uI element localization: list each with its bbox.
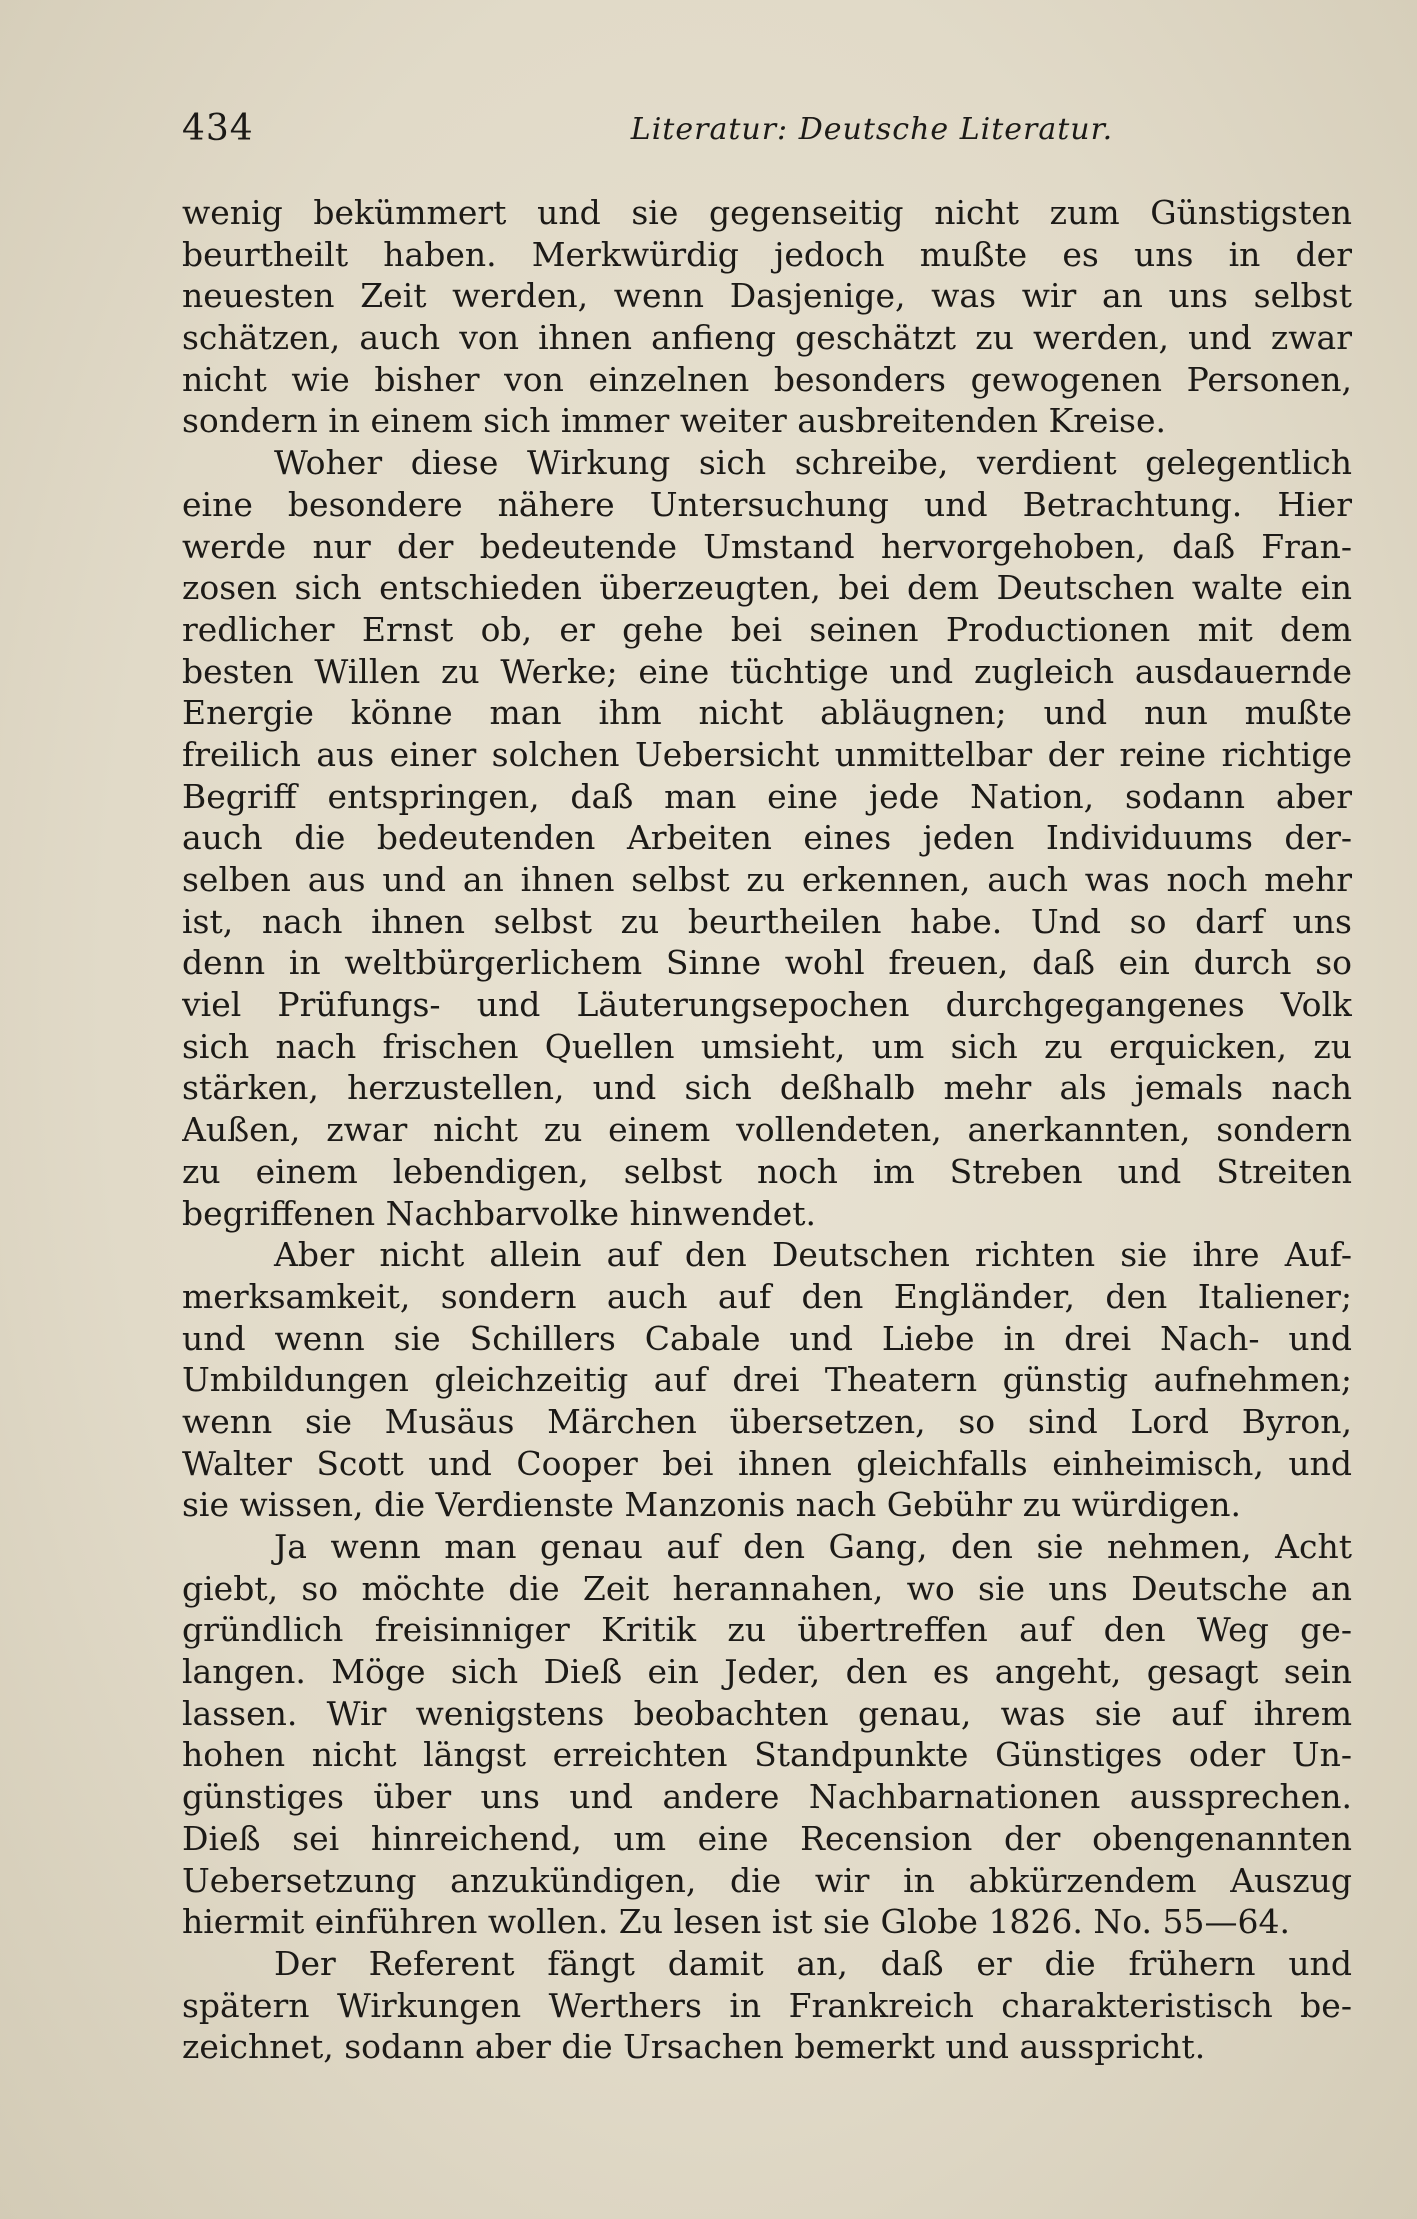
text-line: beurtheilt haben. Merkwürdig jedoch mußte es uns in der [182,234,1352,274]
text-line: Dieß sei hinreichend, um eine Recension der obengenannten [182,1818,1352,1858]
text-line: Energie könne man ihm nicht abläugnen; und nun mußte [182,693,1352,733]
text-line: Uebersetzung anzukündigen, die wir in abkürzendem Auszug [182,1860,1352,1900]
text-line: werde nur der bedeutende Umstand hervorgehoben, daß Fran- [182,526,1352,566]
text-line: zu einem lebendigen, selbst noch im Streben und Streiten [182,1151,1352,1191]
text-line: freilich aus einer solchen Uebersicht unmittelbar der reine richtige [182,734,1352,774]
text-line: Walter Scott und Cooper bei ihnen gleichfalls einheimisch, und [182,1443,1352,1483]
text-line: sich nach frischen Quellen umsieht, um sich zu erquicken, zu [182,1026,1352,1066]
text-line: selben aus und an ihnen selbst zu erkennen, auch was noch mehr [182,860,1352,899]
text-line: gründlich freisinniger Kritik zu übertreffen auf den Weg ge- [182,1610,1352,1650]
page-header [182,108,1352,158]
text-line: und wenn sie Schillers Cabale und Liebe in drei Nach- und [182,1318,1352,1358]
text-line: sie wissen, die Verdienste Manzonis nach Gebühr zu würdigen. [182,1485,1242,1525]
text-line: Begriff entspringen, daß man eine jede Nation, sodann aber [182,776,1352,816]
text-line: neuesten Zeit werden, wenn Dasjenige, was wir an uns selbst [182,276,1352,316]
text-line: zosen sich entschieden überzeugten, bei dem Deutschen walte ein [182,568,1352,608]
text-line: begriffenen Nachbarvolke hinwendet. [182,1193,817,1233]
text-line: stärken, herzustellen, und sich deßhalb mehr als jemals nach [182,1068,1352,1108]
text-line: giebt, so möchte die Zeit herannahen, wo sie uns Deutsche an [182,1568,1352,1608]
body-text [182,192,1352,2068]
text-line: Außen, zwar nicht zu einem vollendeten, anerkannten, sondern [182,1110,1352,1150]
running-title: Literatur: Deutsche Literatur. [630,112,1114,147]
text-line: nicht wie bisher von einzelnen besonders gewogenen Personen, [182,359,1352,399]
text-line: auch die bedeutenden Arbeiten eines jeden Individuums der- [182,818,1352,858]
text-line: lassen. Wir wenigstens beobachten genau, was sie auf ihrem [182,1693,1352,1733]
text-line: Woher diese Wirkung sich schreibe, verdient gelegentlich [274,443,1352,483]
text-line: hohen nicht längst erreichten Standpunkte Günstiges oder Un- [182,1735,1352,1775]
text-line: spätern Wirkungen Werthers in Frankreich charakteristisch be- [182,1985,1352,2025]
text-line: Umbildungen gleichzeitig auf drei Theatern günstig aufnehmen; [182,1360,1352,1400]
text-line: Der Referent fängt damit an, daß er die frühern und [274,1943,1352,1983]
text-line: schätzen, auch von ihnen anfieng geschätzt zu werden, und zwar [182,318,1352,358]
text-line: Ja wenn man genau auf den Gang, den sie nehmen, Acht [274,1527,1352,1566]
text-line: günstiges über uns und andere Nachbarnationen aussprechen. [182,1777,1352,1817]
page-number: 434 [182,108,254,149]
text-line: zeichnet, sodann aber die Ursachen bemerkt und ausspricht. [182,2027,1206,2067]
text-line: wenig bekümmert und sie gegenseitig nicht zum Günstigsten [182,193,1352,232]
text-line: hiermit einführen wollen. Zu lesen ist sie Globe 1826. No. 55—64. [182,1902,1291,1942]
text-line: besten Willen zu Werke; eine tüchtige und zugleich ausdauernde [182,651,1352,691]
text-line: Aber nicht allein auf den Deutschen richten sie ihre Auf- [274,1235,1352,1275]
text-line: wenn sie Musäus Märchen übersetzen, so sind Lord Byron, [182,1401,1352,1441]
text-line: merksamkeit, sondern auch auf den Engländer, den Italiener; [182,1276,1352,1316]
text-line: viel Prüfungs- und Läuterungsepochen durchgegangenes Volk [182,985,1352,1025]
text-line: langen. Möge sich Dieß ein Jeder, den es angeht, gesagt sein [182,1652,1352,1692]
text-line: sondern in einem sich immer weiter ausbreitenden Kreise. [182,401,1166,441]
text-line: ist, nach ihnen selbst zu beurtheilen habe. Und so darf uns [182,901,1352,941]
text-line: denn in weltbürgerlichem Sinne wohl freuen, daß ein durch so [182,943,1352,983]
text-line: eine besondere nähere Untersuchung und Betrachtung. Hier [182,484,1352,524]
text-line: redlicher Ernst ob, er gehe bei seinen Productionen mit dem [182,609,1352,649]
